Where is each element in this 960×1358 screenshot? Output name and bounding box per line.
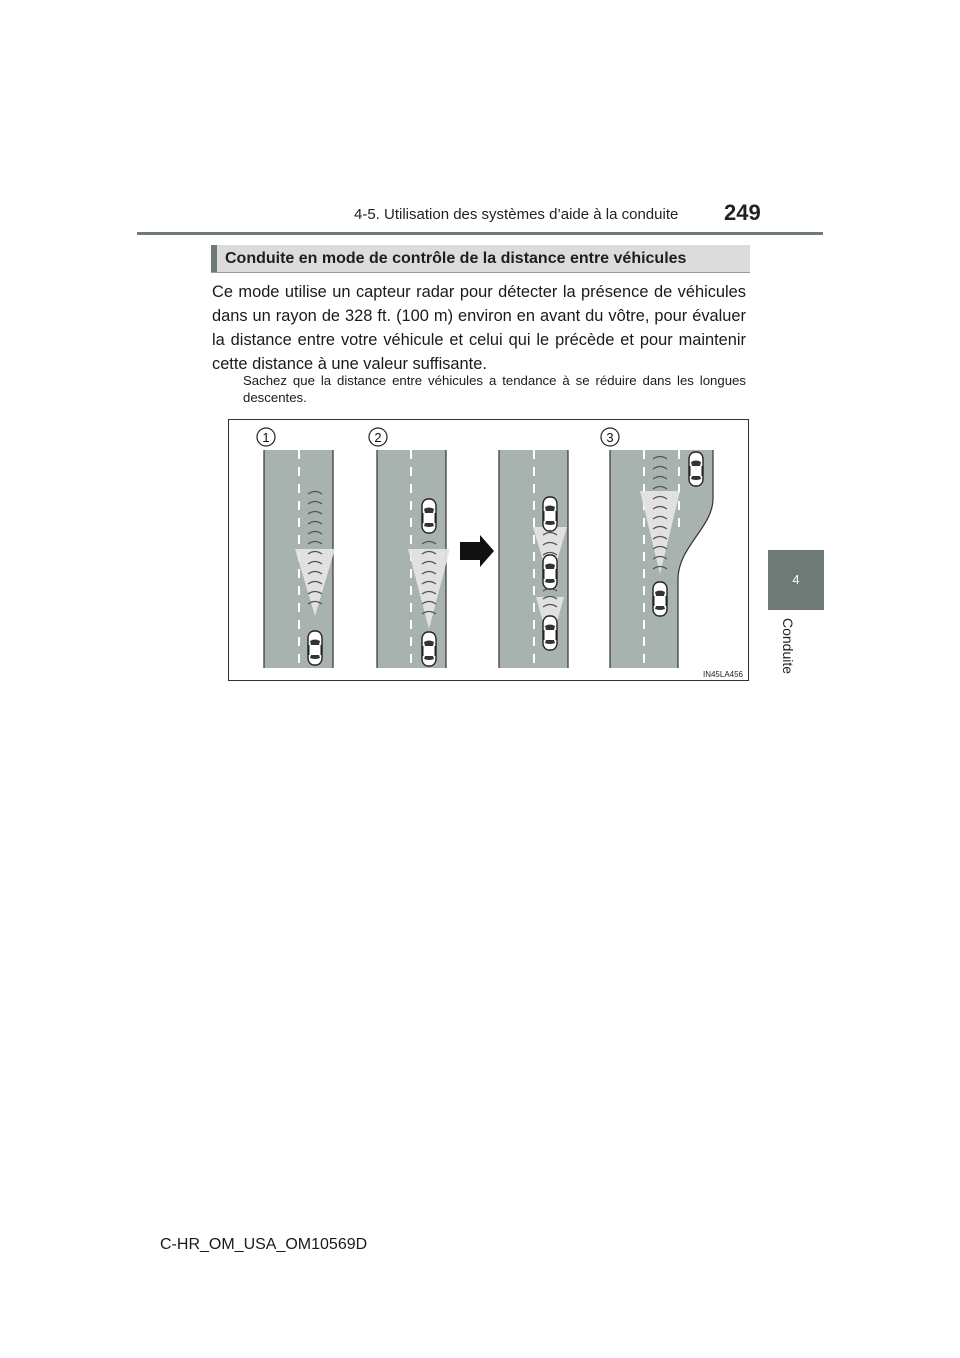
svg-text:1: 1 (262, 430, 270, 445)
document-code: C-HR_OM_USA_OM10569D (160, 1236, 368, 1253)
radar-distance-figure (228, 419, 749, 681)
own-car-4 (653, 582, 667, 616)
svg-text:3: 3 (606, 430, 614, 445)
section-heading-text: Conduite en mode de contrôle de la distance entre véhicules (225, 250, 687, 267)
svg-text:2: 2 (374, 430, 382, 445)
figure-code: IN45LA456 (702, 670, 743, 679)
merging-car-4 (689, 452, 703, 486)
body-paragraph: Ce mode utilise un capteur radar pour détecter la présence de véhicules dans un rayon de 328 ft. (100 m) environ en avant du vôtre, pour évaluer la distance entre votre véhicule et celui qui le précède et pour maintenir cette distance à une valeur suffisante. (212, 283, 746, 373)
section-heading-bar (211, 245, 217, 272)
road-2 (377, 450, 450, 668)
own-car-1 (308, 631, 322, 665)
header-section-title: 4-5. Utilisation des systèmes d’aide à la conduite (354, 206, 679, 223)
chapter-tab: 4 (768, 550, 824, 610)
road-1 (264, 450, 335, 668)
chapter-label: Conduite (780, 618, 796, 675)
callout-3 (601, 428, 619, 446)
page-number: 249 (724, 200, 761, 225)
own-car-3 (543, 555, 557, 589)
own-car-2 (422, 632, 436, 666)
lead-car-3 (543, 497, 557, 531)
lead-car-2 (422, 499, 436, 533)
road-3 (499, 450, 568, 668)
figure-illustration (228, 419, 749, 681)
section-heading (211, 245, 750, 273)
header-rule (137, 232, 823, 235)
following-car-3 (543, 616, 557, 650)
callout-1 (257, 428, 275, 446)
note-paragraph: Sachez que la distance entre véhicules a tendance à se réduire dans les longues descentes. (243, 373, 746, 405)
callout-2 (369, 428, 387, 446)
